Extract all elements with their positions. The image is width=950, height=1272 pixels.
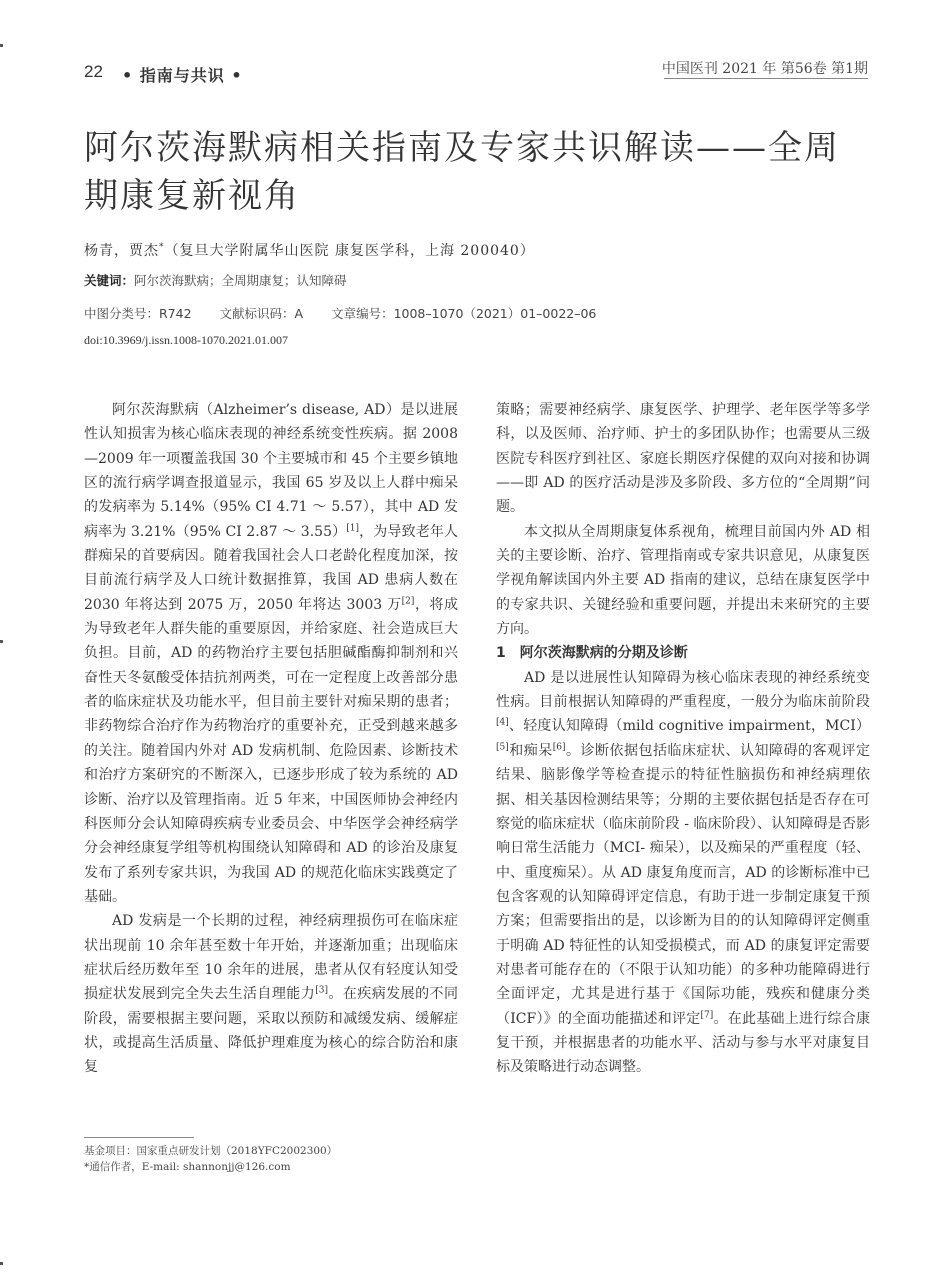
crop-mark [0,640,3,643]
corresponding-footnote: *通信作者，E-mail: shannonjj@126.com [84,1161,291,1173]
article-title: 阿尔茨海默病相关指南及专家共识解读——全周期康复新视角 [84,128,840,216]
paragraph-text: 和痴呆 [508,742,553,759]
author-names: 杨青，贾杰 [84,243,159,259]
paragraph: 策略；需要神经病学、康复医学、护理学、老年医学等多学科，以及医师、治疗师、护士的多团队协作；也需要从三级医院专科医疗到社区、家庭长期医疗保健的双向对接和协调——即 AD 的医疗活动是涉及多阶段、多方位的“全周期”问题。 [496,402,870,516]
clc-number: 中图分类号：R742 [84,306,192,321]
citation: [1] [346,523,360,534]
keywords-value: 阿尔茨海默病；全周期康复；认知障碍 [134,273,347,288]
citation: [5] [496,742,509,753]
paragraph-text: 、轻度认知障碍（mild cognitive impairment，MCI） [508,718,870,735]
paragraph-text: AD 是以进展性认知障碍为核心临床表现的神经系统变性病。目前根据认知障碍的严重程度，一般分为临床前阶段 [496,669,870,711]
paragraph: 本文拟从全周期康复体系视角，梳理目前国内外 AD 相关的主要诊断、治疗、管理指南或专家共识意见，从康复医学视角解读国内外主要 AD 指南的建议，总结在康复医学中的专家共识、关键经验和重要问题，并提出未来研究的主要方向。 [496,523,870,638]
paragraph [84,909,458,1079]
corresponding-mark: * [159,242,165,253]
paragraph [496,666,870,1080]
paragraph [84,398,458,909]
paragraph-text: AD 发病是一个长期的过程，神经病理损伤可在临床症状出现前 10 余年甚至数十年开始，并逐渐加重；出现临床症状后经历数年至 10 余年的进展，患者从仅有轻度认知受损症状发展到完全失去生活自理能力 [84,913,458,1003]
journal-info: 中国医刊 2021 年 第56卷 第1期 [661,61,868,77]
paragraph-text: ，将成为导致老年人群失能的重要原因，并给家庭、社会造成巨大负担。目前，AD 的药物治疗主要包括胆碱酯酶抑制剂和兴奋性天冬氨酸受体拮抗剂两类，可在一定程度上改善部分患者的临床症状及功能水平，但目前主要针对痴呆期的患者；非药物综合治疗作为药物治疗的重要补充，正受到越来越多的关注。随着国内外对 AD 发病机制、危险因素、诊断技术和治疗方案研究的不断深入，已逐步形成了较为系统的 AD 诊断、治疗以及管理指南。近 5 年来，中国医师协会神经内科医师分会认知障碍疾病专业委员会、中华医学会神经病学分会神经康复学组等机构围绕认知障碍和 AD 的诊治及康复发布了系列专家共识，为我国 AD 的规范化临床实践奠定了基础。 [84,596,459,905]
affiliation: （复旦大学附属华山医院 康复医学科，上海 200040） [164,243,535,259]
paragraph-text: 。诊断依据包括临床症状、认知障碍的客观评定结果、脑影像学等检查提示的特征性脑损伤和神经病理依据、相关基因检测结果等；分期的主要依据包括是否存在可察觉的临床症状（临床前阶段 - 临床阶段）、认知障碍是否影响日常生活能力（MCI- 痴呆），以及痴呆的严重程度（轻、中、重度痴呆）。从 AD 康复角度而言，AD 的诊断标准中已包含客观的认知障碍评定信息，有助于进一步制定康复干预方案；但需要指出的是，以诊断为目的的认知障碍评定侧重于明确 AD 特征性的认知受损模式，而 AD 的康复评定需要对患者可能存在的（不限于认知功能）的多种功能障碍进行全面评定，尤其是进行基于《国际功能，残疾和健康分类（ICF）》的全面功能描述和评定 [496,742,870,1027]
author-line [84,240,535,260]
crop-mark [0,44,3,47]
funding-footnote: 基金项目：国家重点研发计划（2018YFC2002300） [84,1145,338,1157]
keywords-label: 关键词： [84,273,135,288]
paragraph-text: ，为导致老年人群痴呆的首要病因。随着我国社会人口老龄化程度加深，按目前流行病学及人口统计数据推算，我国 AD 患病人数在 2030 年将达到 2075 万，2050 年将达 3003 万 [84,523,458,613]
citation: [7] [700,1009,714,1020]
right-column [496,398,870,1080]
citation: [4] [496,717,509,728]
doi: doi:10.3969/j.issn.1008-1070.2021.01.007 [84,333,289,347]
section-heading: 1 阿尔茨海默病的分期及诊断 [496,645,688,662]
page-number: 22 [84,62,103,81]
crop-mark [0,1262,3,1265]
keywords [84,271,347,289]
header-rule [664,78,868,79]
citation: [6] [552,742,566,753]
citation: [2] [401,596,415,607]
paragraph-text: 阿尔茨海默病（Alzheimer’s disease, AD）是以进展性认知损害为核心临床表现的神经系统变性疾病。据 2008—2009 年一项覆盖我国 30 个主要城市和 45 个主要乡镇地区的流行病学调查报道显示，我国 65 岁及以上人群中痴呆的发病率为 5.14%（95% CI 4.71 ～ 5.57），其中 AD 发病率为 3.21%（95% CI 2.87 ～ 3.55） [84,402,458,540]
citation: [3] [315,985,328,996]
document-code: 文献标识码：A [219,306,304,321]
footnote-rule [84,1137,194,1138]
article-number: 文章编号：1008–1070（2021）01–0022–06 [331,306,597,321]
paragraph-text: 。在此基础上进行综合康复干预，并根据患者的功能水平、活动与参与水平对康复目标及策略进行动态调整。 [496,1010,870,1076]
section-label: • 指南与共识 • [122,66,243,85]
classification-line [84,304,620,322]
paragraph-text: 。在疾病发展的不同阶段，需要根据主要问题，采取以预防和减缓发病、缓解症状，或提高生活质量、降低护理难度为核心的综合防治和康复 [84,986,459,1076]
left-column [84,398,458,1080]
